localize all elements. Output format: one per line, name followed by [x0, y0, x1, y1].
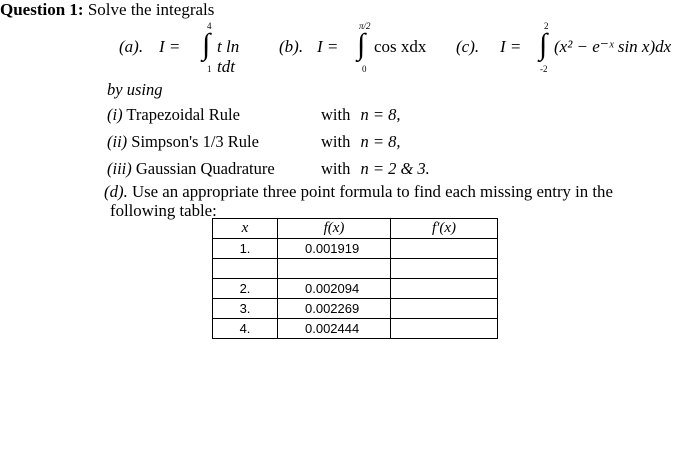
- method-condition: [321, 132, 400, 152]
- table-row: [213, 299, 498, 319]
- integral-c-integrand: (x² − e⁻ˣ sin x)dx: [554, 37, 672, 56]
- question-heading: [0, 0, 214, 20]
- integral-a-upper: 4: [207, 21, 212, 31]
- table-cell-dfx: [391, 319, 498, 339]
- part-d-line2: following table:: [110, 201, 217, 220]
- integral-a-lhs: I =: [159, 37, 181, 56]
- table-cell-x: 4.: [213, 319, 278, 339]
- integral-c: [456, 20, 696, 74]
- integral-b-upper: π/2: [359, 21, 371, 31]
- table-header-x: x: [213, 219, 278, 239]
- table-cell-dfx: [391, 279, 498, 299]
- table-cell-fx-value: 0.002269: [305, 301, 360, 316]
- integral-a-integrand: t ln tdt: [217, 37, 240, 76]
- table-cell-fx: [278, 299, 391, 319]
- table-cell-x: 2.: [213, 279, 278, 299]
- table-gap-cell: [278, 259, 391, 279]
- table-cell-fx: [278, 239, 391, 259]
- method-item: [107, 132, 259, 152]
- method-cond: n = 2 & 3.: [360, 159, 430, 178]
- table-row: [213, 239, 498, 259]
- integral-b-lhs: I =: [317, 37, 339, 56]
- table-gap-cell: [213, 259, 278, 279]
- integral-c-lhs: I =: [500, 37, 522, 56]
- table-header-dfx: f′(x): [391, 219, 498, 239]
- method-with: with: [321, 159, 351, 178]
- table-cell-fx-value: 0.001919: [305, 241, 360, 256]
- method-cond: n = 8,: [360, 105, 401, 124]
- integral-sign: ∫: [202, 28, 211, 61]
- integral-c-lower: -2: [540, 64, 548, 74]
- integral-b-lower: 0: [362, 64, 367, 74]
- table-cell-fx: [278, 279, 391, 299]
- table-gap-row: [213, 259, 498, 279]
- part-d-label: (d).: [104, 182, 128, 201]
- integral-b-integrand: cos xdx: [374, 37, 427, 56]
- method-condition: [321, 105, 400, 125]
- method-with: with: [321, 132, 351, 151]
- by-using-text: by using: [107, 80, 163, 99]
- method-cond: n = 8,: [360, 132, 401, 151]
- table-gap-cell: [391, 259, 498, 279]
- part-d-text: Use an appropriate three point formula to find each missing entry in the: [131, 182, 613, 201]
- method-name: Simpson's 1/3 Rule: [131, 132, 259, 151]
- method-condition: [321, 159, 430, 179]
- method-item: [107, 159, 275, 179]
- question-prompt: Solve the integrals: [87, 0, 215, 19]
- integral-a-label: (a).: [119, 37, 144, 56]
- integral-sign: ∫: [539, 28, 548, 61]
- integral-a: [119, 20, 259, 76]
- method-with: with: [321, 105, 351, 124]
- part-d-line1: [104, 182, 613, 202]
- integral-sign: ∫: [357, 28, 366, 61]
- table-cell-x: 1.: [213, 239, 278, 259]
- integral-a-lower: 1: [207, 64, 212, 74]
- table-cell-fx-value: 0.002094: [305, 281, 360, 296]
- method-number: (iii): [107, 159, 132, 178]
- integral-b: [279, 20, 439, 74]
- integral-c-upper: 2: [544, 21, 549, 31]
- method-name: Gaussian Quadrature: [135, 159, 275, 178]
- table-cell-fx: [278, 319, 391, 339]
- table-row: [213, 279, 498, 299]
- question-label: Question 1:: [0, 0, 84, 19]
- integral-b-label: (b).: [279, 37, 304, 56]
- table-cell-dfx: [391, 299, 498, 319]
- method-item: [107, 105, 240, 125]
- method-number: (ii): [107, 132, 128, 151]
- integral-c-label: (c).: [456, 37, 480, 56]
- values-table: [212, 218, 498, 339]
- table-cell-dfx: [391, 239, 498, 259]
- table-row: [213, 319, 498, 339]
- table-cell-fx-value: 0.002444: [305, 321, 360, 336]
- table-cell-x: 3.: [213, 299, 278, 319]
- method-name: Trapezoidal Rule: [126, 105, 240, 124]
- table-header-row: [213, 219, 498, 239]
- table-header-fx: f(x): [278, 219, 391, 239]
- method-number: (i): [107, 105, 123, 124]
